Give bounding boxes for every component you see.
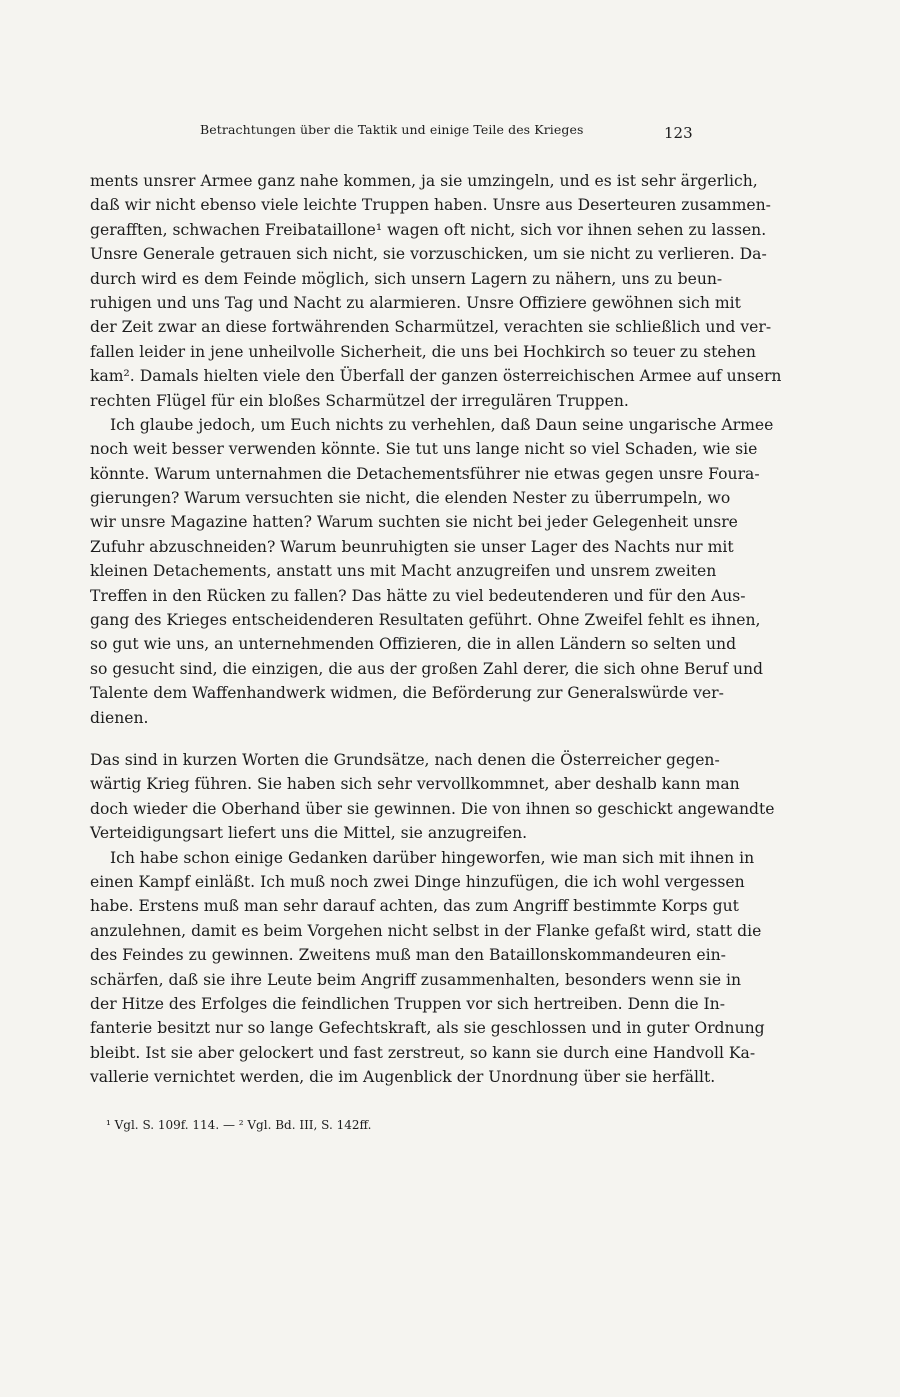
text-line: doch wieder die Oberhand über sie gewinnen. Die von ihnen so geschickt angewandte [90, 799, 775, 818]
text-line: rechten Flügel für ein bloßes Scharmützel der irregulären Truppen. [90, 391, 629, 410]
text-line: des Feindes zu gewinnen. Zweitens muß man den Bataillonskommandeuren ein- [90, 946, 726, 965]
text-line: Treffen in den Rücken zu fallen? Das hätte zu viel bedeutenderen und für den Aus- [90, 586, 746, 605]
running-head: Betrachtungen über die Taktik und einige Teile des Krieges [200, 122, 584, 137]
text-line: durch wird es dem Feinde möglich, sich unsern Lagern zu nähern, uns zu beun- [90, 269, 723, 288]
text-line: dienen. [90, 708, 149, 727]
text-line: fanterie besitzt nur so lange Gefechtskraft, als sie geschlossen und in guter Ordnung [90, 1019, 765, 1038]
text-section-1 [90, 169, 782, 730]
paragraph [90, 413, 774, 730]
paragraph [90, 169, 782, 413]
text-line: noch weit besser verwenden könnte. Sie tut uns lange nicht so viel Schaden, wie sie [90, 440, 758, 459]
text-line: wärtig Krieg führen. Sie haben sich sehr vervollkommnet, aber deshalb kann man [90, 775, 740, 794]
text-line: gierungen? Warum versuchten sie nicht, die elenden Nester zu überrumpeln, wo [90, 489, 731, 508]
text-line: ments unsrer Armee ganz nahe kommen, ja sie umzingeln, und es ist sehr ärgerlich, [90, 172, 758, 190]
text-line: Ich glaube jedoch, um Euch nichts zu verhehlen, daß Daun seine ungarische Armee [110, 415, 774, 434]
text-line: daß wir nicht ebenso viele leichte Truppen haben. Unsre aus Deserteuren zusammen- [90, 196, 771, 215]
page-number: 123 [664, 124, 693, 142]
text-line: bleibt. Ist sie aber gelockert und fast zerstreut, so kann sie durch eine Handvoll Ka- [90, 1043, 756, 1062]
text-line: Zufuhr abzuschneiden? Warum beunruhigten sie unser Lager des Nachts nur mit [90, 537, 734, 556]
text-line: so gut wie uns, an unternehmenden Offizieren, die in allen Ländern so selten und [90, 635, 737, 654]
text-line: einen Kampf einläßt. Ich muß noch zwei Dinge hinzufügen, die ich wohl vergessen [90, 872, 745, 891]
text-line: der Hitze des Erfolges die feindlichen Truppen vor sich hertreiben. Denn die In- [90, 994, 725, 1013]
text-line: kam². Damals hielten viele den Überfall der ganzen österreichischen Armee auf unsern [90, 367, 782, 386]
text-line: schärfen, daß sie ihre Leute beim Angriff zusammenhalten, besonders wenn sie in [90, 970, 742, 989]
text-line: anzulehnen, damit es beim Vorgehen nicht selbst in der Flanke gefaßt wird, statt die [90, 921, 762, 940]
text-line: der Zeit zwar an diese fortwährenden Scharmützel, verachten sie schließlich und ver- [90, 318, 772, 337]
text-section-2 [90, 748, 775, 1089]
text-line: Talente dem Waffenhandwerk widmen, die Beförderung zur Generalswürde ver- [90, 684, 724, 703]
text-line: Ich habe schon einige Gedanken darüber hingeworfen, wie man sich mit ihnen in [110, 848, 755, 867]
footnotes: ¹ Vgl. S. 109f. 114. — ² Vgl. Bd. III, S. 142ff. [106, 1118, 372, 1132]
text-line: Unsre Generale getrauen sich nicht, sie vorzuschicken, um sie nicht zu verlieren. Da- [90, 245, 767, 264]
text-line: ruhigen und uns Tag und Nacht zu alarmieren. Unsre Offiziere gewöhnen sich mit [90, 293, 741, 312]
paragraph [90, 846, 765, 1090]
text-line: Das sind in kurzen Worten die Grundsätze, nach denen die Österreicher gegen- [90, 751, 720, 769]
text-line: könnte. Warum unternahmen die Detachementsführer nie etwas gegen unsre Foura- [90, 464, 760, 483]
text-line: wir unsre Magazine hatten? Warum suchten sie nicht bei jeder Gelegenheit unsre [90, 513, 738, 532]
paragraph [90, 748, 775, 846]
text-line: gang des Krieges entscheidenderen Resultaten geführt. Ohne Zweifel fehlt es ihnen, [90, 611, 761, 630]
text-line: vallerie vernichtet werden, die im Augenblick der Unordnung über sie herfällt. [90, 1068, 716, 1087]
text-line: so gesucht sind, die einzigen, die aus der großen Zahl derer, die sich ohne Beruf und [90, 659, 764, 678]
text-line: kleinen Detachements, anstatt uns mit Macht anzugreifen und unsrem zweiten [90, 562, 717, 581]
text-line: habe. Erstens muß man sehr darauf achten, das zum Angriff bestimmte Korps gut [90, 897, 739, 916]
text-line: Verteidigungsart liefert uns die Mittel, sie anzugreifen. [90, 824, 528, 843]
text-line: gerafften, schwachen Freibataillone¹ wagen oft nicht, sich vor ihnen sehen zu lassen. [90, 220, 767, 239]
text-line: fallen leider in jene unheilvolle Sicherheit, die uns bei Hochkirch so teuer zu stehen [90, 342, 756, 361]
